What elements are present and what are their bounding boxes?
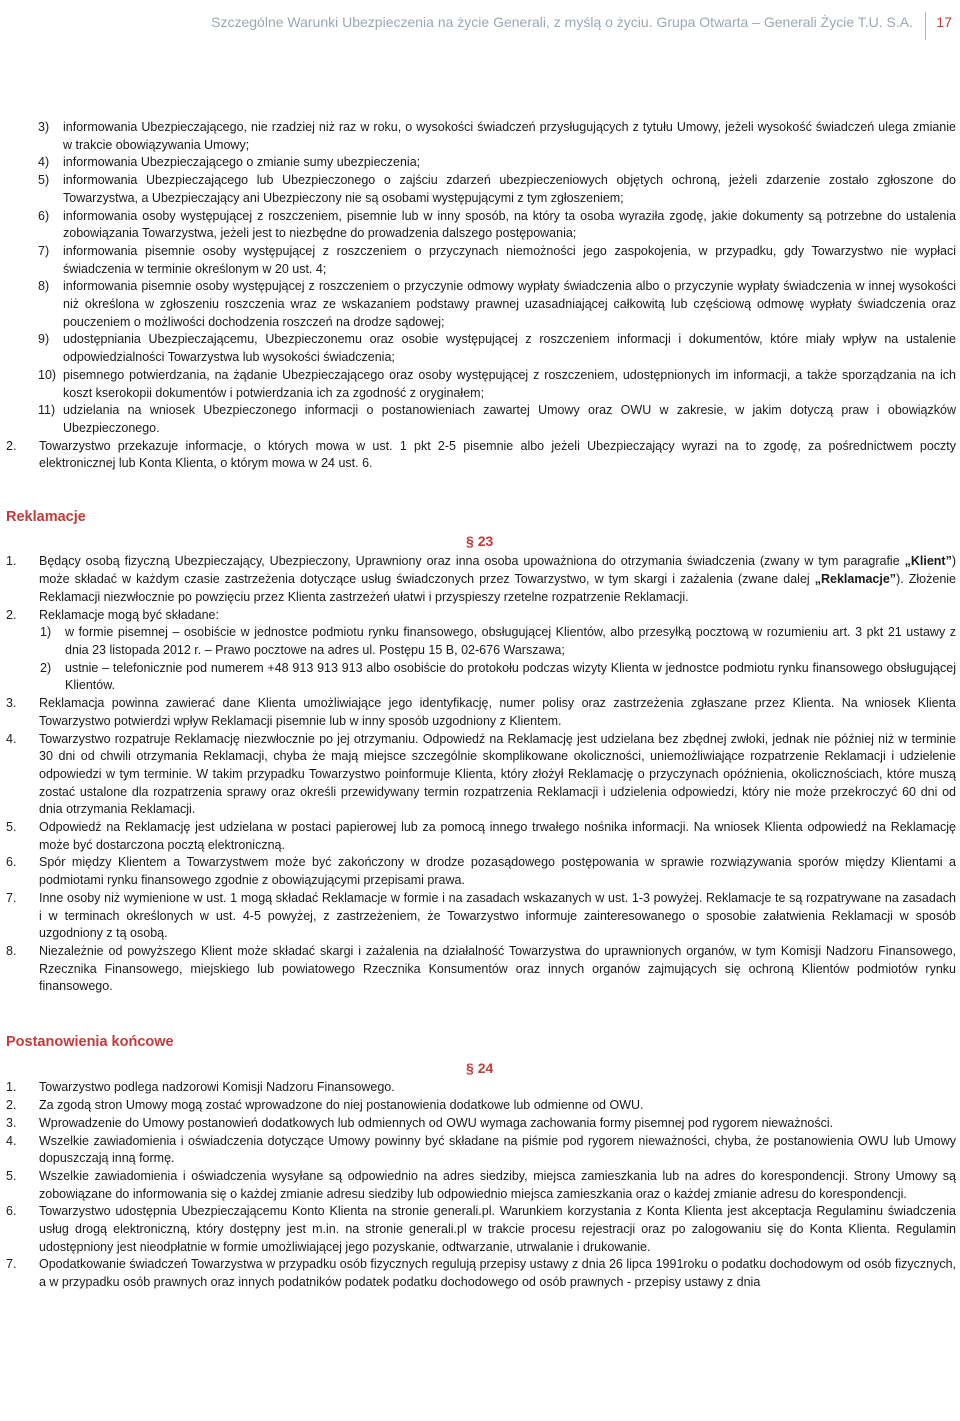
paragraph-item: 2. Reklamacje mogą być składane: — [6, 607, 219, 622]
paragraph-item: 4. Towarzystwo rozpatruje Reklamację niezwłocznie po jej otrzymaniu. Odpowiedź na Reklamację jest udzielana bez zbędnej zwłoki, jednak nie później niż w terminie 30 dni od chwili otrzymania Reklamacji, chyba że mają miejsce szczególnie skomplikowane okoliczności, uniemożliwiające rozpatrzenie Reklamacji i udzielenie odpowiedzi w tym terminie. W takim przypadku Towarzystwo poinformuje Klienta, który złożył Reklamację o przyczynach opóźnienia, okolicznościach, które muszą zostać ustalone dla rozpatrzenia sprawy oraz określi przewidywany termin rozpatrzenia Reklamacji i udzielenia odpowiedzi, który nie może przekroczyć 60 dni od dnia otrzymania Reklamacji. — [6, 731, 956, 817]
obligations-list — [6, 119, 956, 438]
paragraph-item: 1. Towarzystwo podlega nadzorowi Komisji Nadzoru Finansowego. — [6, 1080, 395, 1095]
list-item: 6) informowania osoby występującej z roszczeniem, pisemnie lub w inny sposób, na który ta osoba wyraziła zgodę, jakie dokumenty są potrzebne do ustalenia zobowiązania Towarzystwa, jeżeli jest to niezbędne do prowadzenia dalszego postępowania; — [38, 208, 956, 241]
list-item: 1) w formie pisemnej – osobiście w jednostce podmiotu rynku finansowego, obsługującej Klientów, albo przesyłką pocztową w rozumieniu art. 3 pkt 21 ustawy z dnia 23 listopada 2012 r. – Prawo pocztowe na adres ul. Postępu 15 B, 02-676 Warszawa; — [40, 625, 956, 657]
paragraph-item: 1. Będący osobą fizyczną Ubezpieczający, Ubezpieczony, Uprawniony oraz inna osoba upoważniona do otrzymania świadczenia (zwany w tym paragrafie „Klient”) może składać w każdym czasie zastrzeżenia dotyczące usług świadczonych przez Towarzystwo, w tym skargi i zażalenia (zwane dalej „Reklamacje”). Złożenie Reklamacji niezwłocznie po powzięciu przez Klienta zastrzeżeń ułatwi i przyspieszy rzetelne rozpatrzenie Reklamacji. — [6, 554, 956, 604]
paragraph-item: 2. Towarzystwo przekazuje informacje, o których mowa w ust. 1 pkt 2-5 pisemnie albo jeżeli Ubezpieczający wyrazi na to zgodę, za pośrednictwem poczty elektronicznej lub Konta Klienta, o którym mowa w 24 ust. 6. — [6, 438, 956, 471]
list-item: 11) udzielania na wniosek Ubezpieczonego informacji o postanowieniach zawartej Umowy oraz OWU w zakresie, w jakim dotyczą praw i obowiązków Ubezpieczonego. — [38, 403, 956, 435]
paragraph-item: 2. Za zgodą stron Umowy mogą zostać wprowadzone do niej postanowienia dodatkowe lub odmienne od OWU. — [6, 1098, 644, 1113]
paragraph-item: 5. Odpowiedź na Reklamację jest udzielana w postaci papierowej lub za pomocą innego trwałego nośnika informacji. Na wniosek Klienta odpowiedź na Reklamację może być dostarczona pocztą elektroniczną. — [6, 820, 956, 852]
paragraph-item: 3. Reklamacja powinna zawierać dane Klienta umożliwiające jego identyfikację, numer polisy oraz zastrzeżenia zgłaszane przez Klienta. Na wniosek Klienta Towarzystwo potwierdzi wpływ Reklamacji pisemnie lub w inny sposób uzgodniony z Klientem. — [6, 696, 956, 728]
list-item: 4) informowania Ubezpieczającego o zmianie sumy ubezpieczenia; — [38, 155, 421, 170]
list-item: 9) udostępniania Ubezpieczającemu, Ubezpieczonemu oraz osobie występującej z roszczeniem informacji i dokumentów, które miały wpływ na ustalenie odpowiedzialności Towarzystwa lub wysokości świadczenia; — [38, 332, 956, 365]
list-item: 8) informowania pisemnie osoby występującej z roszczeniem o przyczynie odmowy wypłaty świadczenia albo o przyczynie wypłaty świadczenia w innej wysokości niż określona w zgłoszeniu roszczenia wraz ze wskazaniem podstawy prawnej uzasadniającej całkowitą lub częściową odmowę wypłaty świadczenia oraz pouczeniem o możliwości dochodzenia roszczeń na drodze sądowej; — [38, 279, 956, 329]
paragraph-sign-icon: § — [466, 1059, 478, 1076]
page-number: 17 — [936, 14, 952, 30]
list-item: 5) informowania Ubezpieczającego lub Ubezpieczonego o zajściu zdarzeń ubezpieczeniowych objętych ochroną, jeżeli zdarzenie zostało zgłoszone do Towarzystwa, a Ubezpieczający ani Ubezpieczony nie są osobami występującymi z tym zgłoszeniem; — [38, 173, 956, 205]
document-body — [6, 119, 956, 1292]
header-divider — [925, 12, 926, 40]
paragraph-sign-icon: § — [466, 532, 478, 549]
paragraph-item: 5. Wszelkie zawiadomienia i oświadczenia wysyłane są odpowiednio na adres siedziby, miejsca zamieszkania lub na adres do korespondencji. Strony Umowy są zobowiązane do informowania się o każdej zmianie adresu siedziby lub odpowiednio miejsca zamieszkania oraz o każdej zmianie adresu do korespondencji. — [6, 1168, 956, 1201]
paragraph-item: 7. Opodatkowanie świadczeń Towarzystwa w przypadku osób fizycznych regulują przepisy ustawy z dnia 26 lipca 1991roku o podatku dochodowym od osób fizycznych, a w przypadku osób prawnych oraz innych podatników podatek podatku dochodowego od osób prawnych - przepisy ustawy z dnia — [6, 1257, 956, 1290]
list-item: 10) pisemnego potwierdzania, na żądanie Ubezpieczającego oraz osoby występującej z roszczeniem, udostępnionych im informacji, a także sporządzania na ich koszt kserokopii dokumentów i potwierdzania ich za zgodność z oryginałem; — [38, 367, 956, 400]
paragraph-item: 6. Spór między Klientem a Towarzystwem może być zakończony w drodze pozasądowego postępowania w sprawie rozwiązywania sporów między Klientami a podmiotami rynku finansowego zgodnie z obowiązującymi przepisami prawa. — [6, 855, 956, 888]
section-heading-reklamacje: Reklamacje — [6, 509, 86, 526]
list-item: 7) informowania pisemnie osoby występującej z roszczeniem o przyczynach niemożności jego zaspokojenia, w przypadku, gdy Towarzystwo nie wypłaci świadczenia w terminie określonym w 20 ust. 4; — [38, 243, 956, 276]
header-title: Szczególne Warunki Ubezpieczenia na życie Generali, z myślą o życiu. Grupa Otwarta – Generali Życie T.U. S.A. — [211, 14, 913, 30]
paragraph-item: 4. Wszelkie zawiadomienia i oświadczenia dotyczące Umowy powinny być składane na piśmie pod rygorem nieważności, chyba, że postanowienia OWU lub Umowy dopuszczają inną formę. — [6, 1133, 956, 1166]
paragraph-item: 6. Towarzystwo udostępnia Ubezpieczającemu Konto Klienta na stronie generali.pl. Warunkiem korzystania z Konta Klienta jest akceptacja Regulaminu świadczenia usług drogą elektroniczną, który dostępny jest m.in. na stronie generali.pl w trakcie procesu rejestracji oraz po zalogowaniu się do Konta Klienta. Regulamin udostępniony jest nieodpłatnie w formie umożliwiającej jego pozyskanie, odtwarzanie, utrwalanie i drukowanie. — [6, 1204, 956, 1254]
section-number: § 24 — [466, 1059, 494, 1076]
list-item: 3) informowania Ubezpieczającego, nie rzadziej niż raz w roku, o wysokości świadczeń przysługujących z tytułu Umowy, jeżeli wysokość świadczeń ulega zmianie w trakcie obowiązywania Umowy; — [38, 120, 956, 152]
paragraph-item: 7. Inne osoby niż wymienione w ust. 1 mogą składać Reklamacje w formie i na zasadach wskazanych w ust. 1-3 powyżej. Reklamacje te są rozpatrywane na zasadach i w terminach określonych w ust. 4-5 powyżej, z zastrzeżeniem, że Towarzystwo informuje zainteresowanego o sposobie załatwienia Reklamacji w sposób uzgodniony z tą osobą. — [6, 890, 956, 941]
section-number: § 23 — [466, 532, 494, 549]
paragraph-item: 3. Wprowadzenie do Umowy postanowień dodatkowych lub odmiennych od OWU wymaga zachowania formy pisemnej pod rygorem nieważności. — [6, 1115, 834, 1130]
paragraph-item: 8. Niezależnie od powyższego Klient może składać skargi i zażalenia na działalność Towarzystwa do uprawnionych organów, w tym Komisji Nadzoru Finansowego, Rzecznika Finansowego, miejskiego lub powiatowego Rzecznika Konsumentów oraz innych organów zajmujących się ochroną Klientów podmiotów rynku finansowego. — [6, 943, 956, 994]
page-header — [0, 12, 960, 40]
list-item: 2) ustnie – telefonicznie pod numerem +48 913 913 913 albo osobiście do protokołu podczas wizyty Klienta w jednostce podmiotu rynku finansowego obsługującej Klientów. — [40, 660, 956, 693]
section-heading-postanowienia: Postanowienia końcowe — [6, 1034, 174, 1051]
